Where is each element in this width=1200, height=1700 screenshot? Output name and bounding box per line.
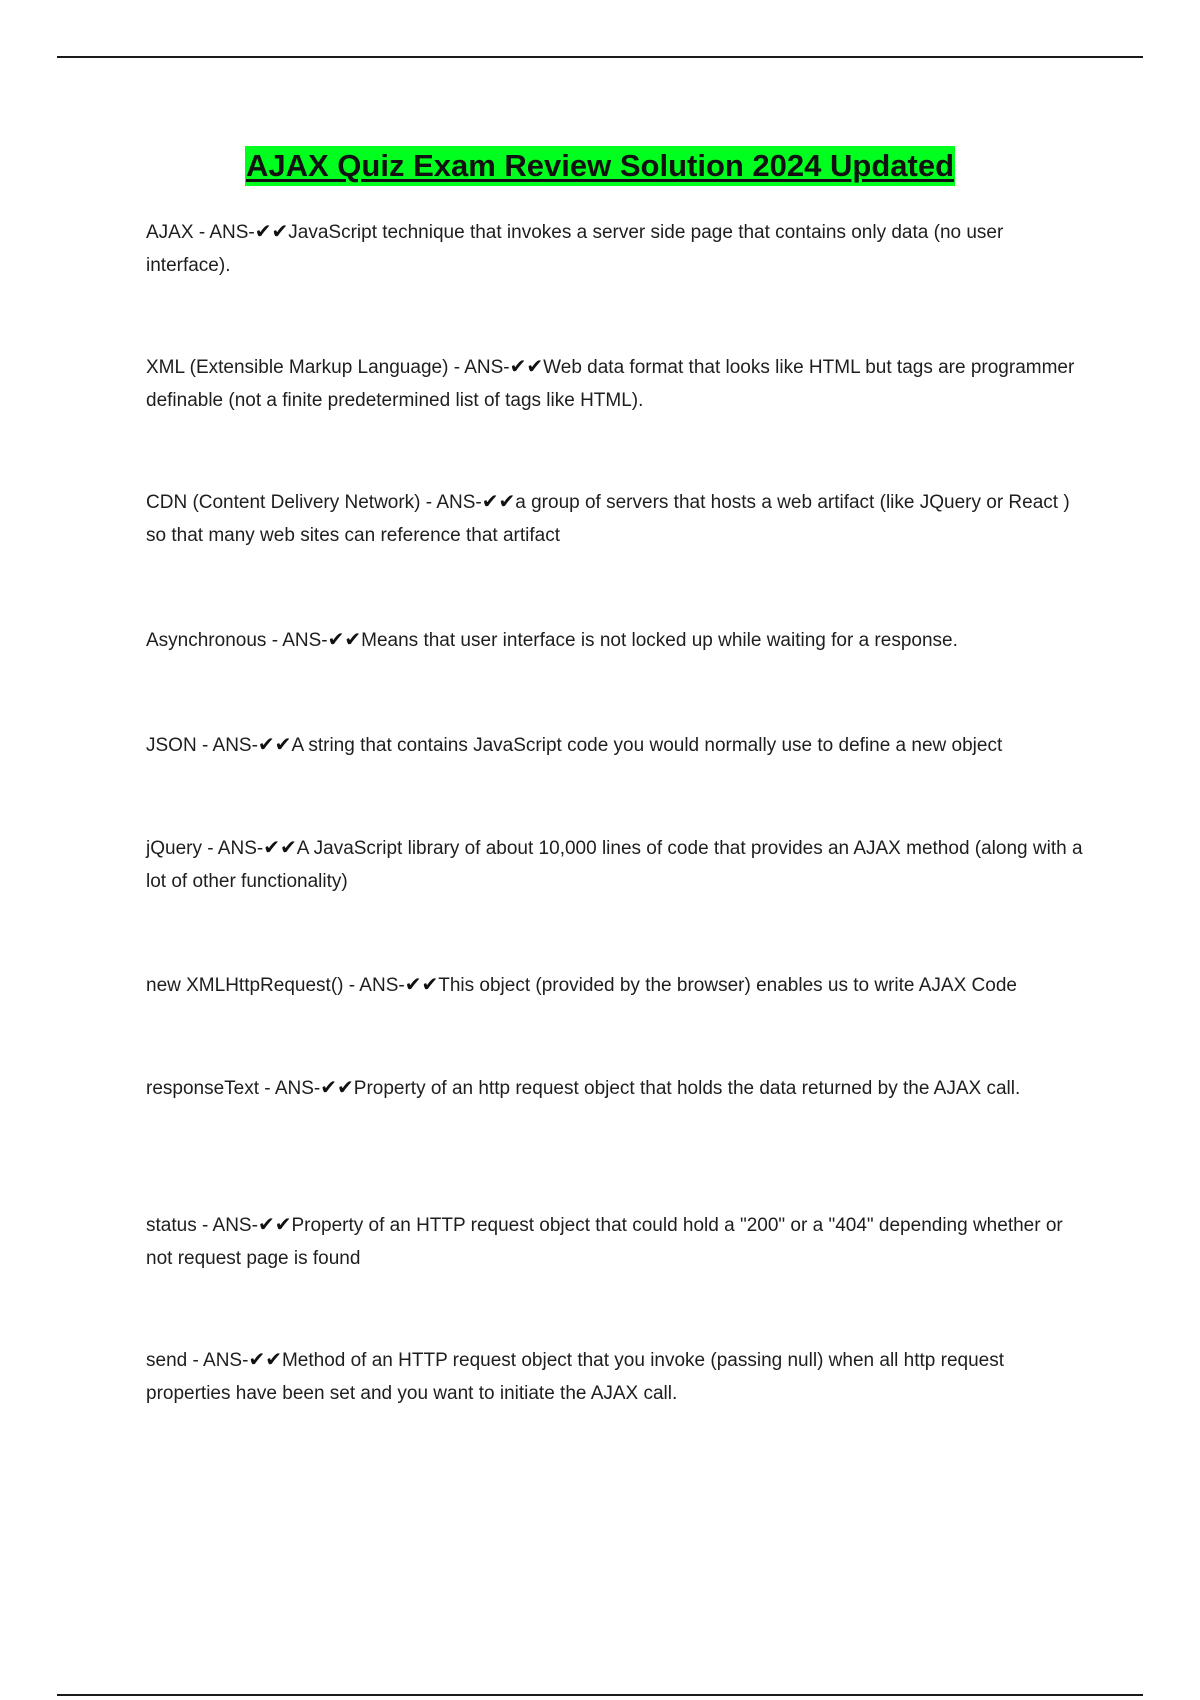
entry-term: new XMLHttpRequest()	[146, 975, 344, 996]
double-check-icon: ✔✔	[509, 354, 544, 378]
entry-answer: Web data format that looks like HTML but tags are programmer definable (not a finite predetermined list of tags like HTML).	[146, 357, 1075, 411]
entry-term: responseText	[146, 1078, 260, 1099]
entry-answer: Means that user interface is not locked up while waiting for a response.	[361, 630, 958, 651]
entry-term: JSON	[146, 735, 197, 756]
entry-separator: - ANS-	[192, 1350, 249, 1371]
entry-answer: This object (provided by the browser) enables us to write AJAX Code	[438, 975, 1017, 996]
entry-separator: - ANS-	[348, 975, 405, 996]
entry-answer: Property of an http request object that holds the data returned by the AJAX call.	[353, 1078, 1021, 1099]
entry-answer: A string that contains JavaScript code you would normally use to define a new object	[291, 735, 1003, 756]
double-check-icon: ✔✔	[263, 835, 297, 859]
top-rule	[57, 56, 1143, 58]
double-check-icon: ✔✔	[481, 489, 516, 513]
qa-entry-xml	[146, 350, 1091, 417]
qa-entry-status	[146, 1208, 1091, 1275]
entry-term: send	[146, 1350, 188, 1371]
qa-entry-asynchronous	[146, 623, 1091, 658]
entry-term: XML (Extensible Markup Language)	[146, 357, 449, 378]
double-check-icon: ✔✔	[257, 1212, 292, 1236]
entry-answer: A JavaScript library of about 10,000 lines of code that provides an AJAX method (along with a lot of other functionality)	[146, 838, 1083, 892]
entry-separator: - ANS-	[207, 838, 264, 859]
qa-entry-responsetext	[146, 1071, 1091, 1106]
entry-separator: - ANS-	[453, 357, 510, 378]
qa-entry-json	[146, 728, 1091, 763]
entry-separator: - ANS-	[201, 1215, 258, 1236]
entry-answer: JavaScript technique that invokes a server side page that contains only data (no user interface).	[146, 222, 1004, 276]
entry-term: AJAX	[146, 222, 194, 243]
entry-term: Asynchronous	[146, 630, 267, 651]
qa-entry-jquery	[146, 831, 1091, 898]
entry-term: status	[146, 1215, 197, 1236]
entry-term: CDN (Content Delivery Network)	[146, 492, 421, 513]
double-check-icon: ✔✔	[248, 1347, 282, 1371]
double-check-icon: ✔✔	[254, 219, 289, 243]
entry-term: jQuery	[146, 838, 202, 859]
entry-answer: a group of servers that hosts a web artifact (like JQuery or React ) so that many web sites can reference that artifact	[146, 492, 1070, 546]
double-check-icon: ✔✔	[327, 627, 362, 651]
title-container	[0, 146, 1200, 186]
entry-separator: - ANS-	[271, 630, 328, 651]
double-check-icon: ✔✔	[257, 732, 292, 756]
entry-separator: - ANS-	[425, 492, 482, 513]
document-title: AJAX Quiz Exam Review Solution 2024 Updated	[245, 146, 955, 186]
double-check-icon: ✔✔	[404, 972, 439, 996]
qa-entry-ajax	[146, 215, 1091, 282]
qa-entry-xmlhttprequest	[146, 968, 1091, 1003]
entry-separator: - ANS-	[201, 735, 258, 756]
qa-entry-send	[146, 1343, 1091, 1410]
entry-answer: Method of an HTTP request object that you invoke (passing null) when all http request properties have been set and you want to initiate the AJAX call.	[146, 1350, 1005, 1404]
entry-answer: Property of an HTTP request object that could hold a "200" or a "404" depending whether or not request page is found	[146, 1215, 1063, 1269]
bottom-rule	[57, 1694, 1143, 1696]
entry-separator: - ANS-	[198, 222, 255, 243]
double-check-icon: ✔✔	[320, 1075, 354, 1099]
qa-entry-cdn	[146, 485, 1091, 552]
entry-separator: - ANS-	[264, 1078, 321, 1099]
